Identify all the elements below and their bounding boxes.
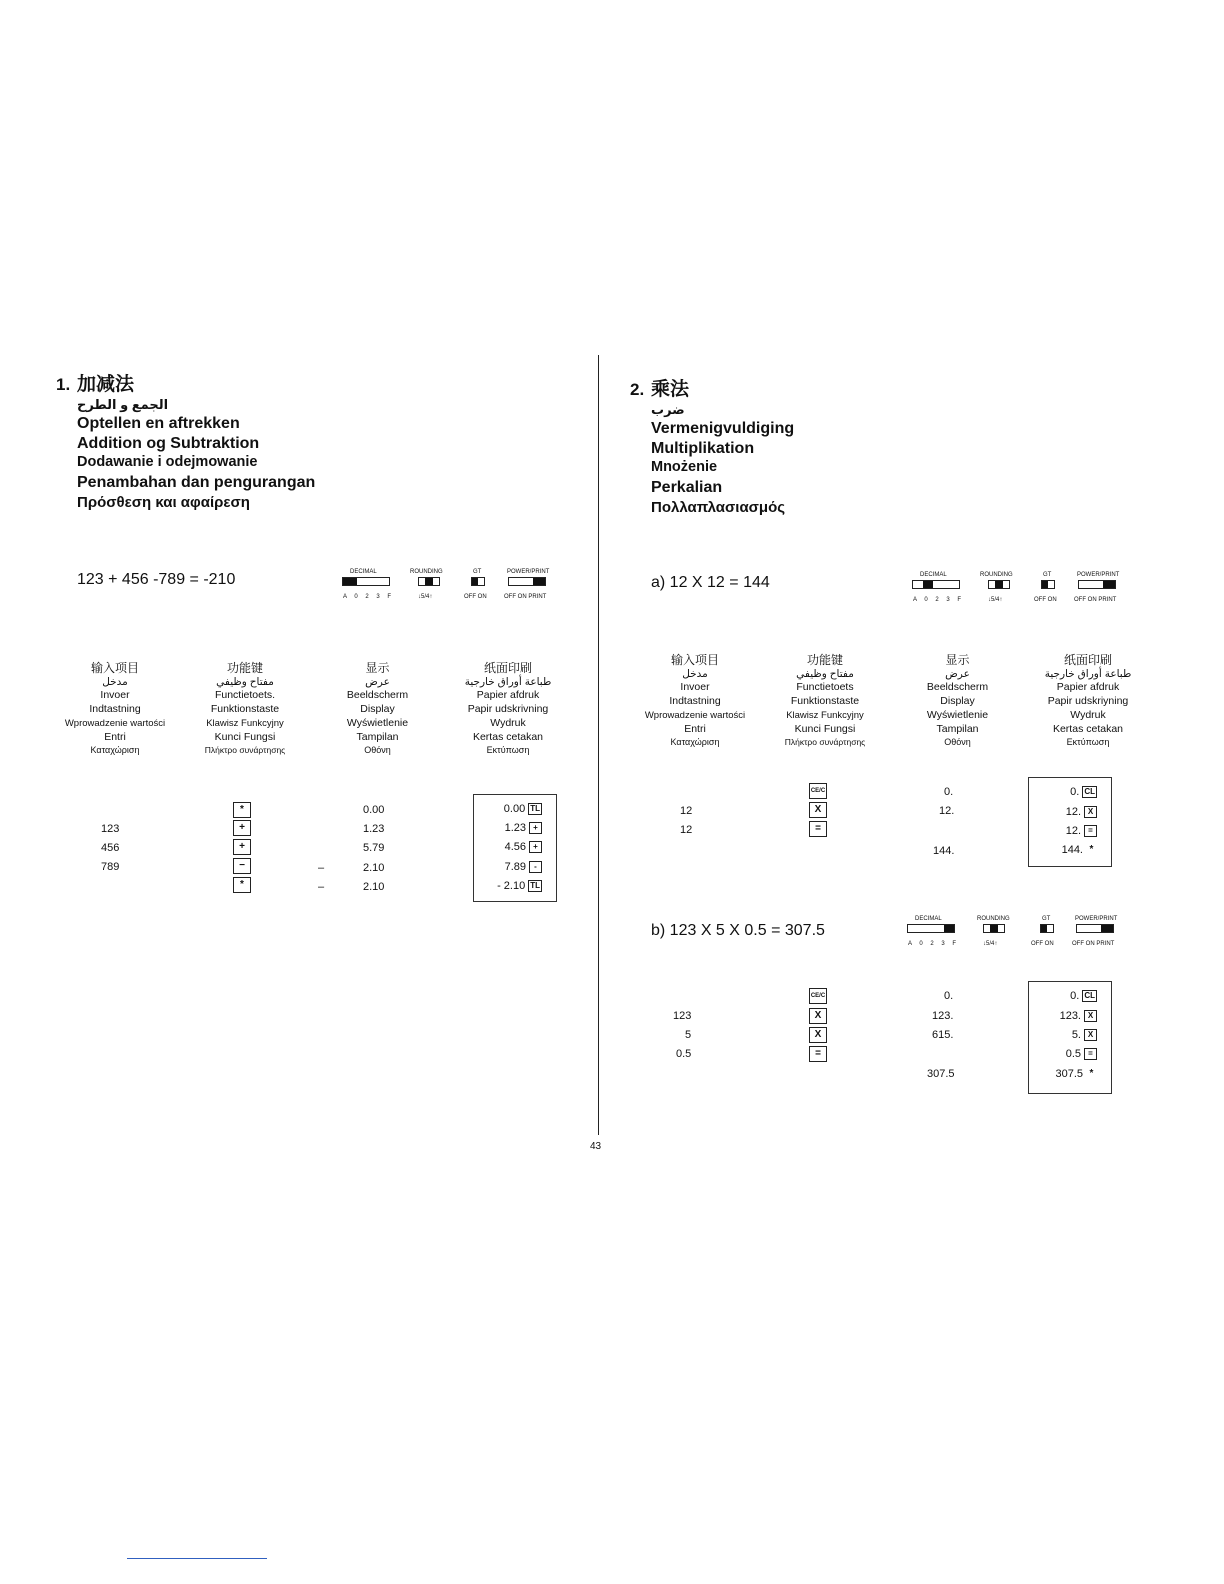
s1-display-sign-4: –: [318, 881, 325, 893]
section2-title-zh: 乘法: [651, 379, 690, 400]
power-label: POWER/PRINT: [1075, 916, 1118, 922]
section2-header-print: 纸面印刷 طباعة أوراق خارجية Papier afdruk Papir udskriyning Wydruk Kertas cetakan Εκτύπωση: [1044, 653, 1132, 748]
a-display-1: 12.: [939, 805, 955, 817]
section1-title-id: Penambahan dan pengurangan: [77, 473, 316, 491]
b-tape-row-1: 123. X: [1060, 1010, 1097, 1022]
b-tape-row-2: 5. X: [1072, 1029, 1097, 1041]
section1-header-print: 纸面印刷 طباعة أوراق خارجية Papier afdruk Papir udskrivning Wydruk Kertas cetakan Εκτύπωση: [464, 661, 552, 756]
decimal-marks: A 0 2 3 F: [343, 594, 395, 600]
section1-title-el: Πρόσθεση και αφαίρεση: [77, 493, 250, 511]
a-print-tape: [1028, 777, 1112, 867]
b-key-3[interactable]: =: [809, 1046, 827, 1062]
footer-rule: [127, 1558, 267, 1559]
section2-number: 2.: [630, 380, 645, 399]
b-tape-row-4: 307.5 *: [1055, 1068, 1094, 1080]
section1-title-zh: 加减法: [77, 374, 135, 395]
section1-title-ar: الجمع و الطرح: [77, 396, 169, 412]
s1-key-1[interactable]: +: [233, 820, 251, 836]
rounding-label: ROUNDING: [977, 916, 1010, 922]
switch-panel-1: [340, 569, 570, 605]
rounding-switch[interactable]: [418, 577, 440, 586]
page-divider: [598, 355, 599, 1135]
switch-panel-2b: [905, 916, 1135, 952]
gt-marks: OFF ON: [1034, 597, 1057, 603]
rounding-marks: ↓5/4↑: [988, 597, 1003, 603]
section1-equation: 123 + 456 -789 = -210: [77, 571, 236, 588]
section2-header-display: 显示 عرض Beeldscherm Display Wyświetlenie Tampilan Οθόνη: [926, 653, 989, 748]
a-display-3: 144.: [933, 845, 955, 857]
section2-title-nl: Vermenigvuldiging: [651, 420, 795, 438]
section1-titles: [77, 375, 315, 512]
section2-title-ar: ضرب: [651, 401, 685, 417]
gt-label: GT: [1042, 916, 1051, 922]
b-key-1[interactable]: X: [809, 1008, 827, 1024]
s1-key-3[interactable]: −: [233, 858, 251, 874]
s1-display-sign-3: –: [318, 862, 325, 874]
section2-title-da: Multiplikation: [651, 439, 755, 457]
a-key-2[interactable]: =: [809, 821, 827, 837]
s1-display-3: 2.10: [363, 862, 385, 874]
s1-tape-row-0: 0.00 TL: [503, 803, 540, 815]
power-marks: OFF ON PRINT: [1072, 941, 1115, 947]
s1-key-2[interactable]: +: [233, 839, 251, 855]
section1-header-display: 显示 عرض Beeldscherm Display Wyświetlenie Tampilan Οθόνη: [346, 661, 409, 756]
power-marks: OFF ON PRINT: [504, 594, 547, 600]
a-tape-row-1: 12. X: [1066, 806, 1097, 818]
rounding-label: ROUNDING: [410, 569, 443, 575]
page-number: 43: [590, 1141, 602, 1152]
gt-marks: OFF ON: [464, 594, 487, 600]
b-key-2[interactable]: X: [809, 1027, 827, 1043]
section2-header-entry: 输入项目 مدخل Invoer Indtastning Wprowadzenie wartości Entri Καταχώριση: [644, 653, 746, 748]
decimal-marks: A 0 2 3 F: [913, 597, 965, 603]
section2-title-el: Πολλαπλασιασμός: [651, 498, 786, 516]
s1-print-tape: [473, 794, 557, 902]
rounding-switch[interactable]: [983, 924, 1005, 933]
s1-display-2: 5.79: [363, 842, 385, 854]
a-key-0[interactable]: CE/C: [809, 783, 827, 799]
power-label: POWER/PRINT: [507, 569, 550, 575]
rounding-switch[interactable]: [988, 580, 1010, 589]
gt-switch[interactable]: [1040, 924, 1054, 933]
rounding-marks: ↓5/4↑: [983, 941, 998, 947]
power-label: POWER/PRINT: [1077, 572, 1120, 578]
a-tape-row-3: 144. *: [1061, 844, 1094, 856]
s1-display-1: 1.23: [363, 823, 385, 835]
decimal-switch[interactable]: [907, 924, 955, 933]
gt-label: GT: [473, 569, 482, 575]
power-switch[interactable]: [1078, 580, 1116, 589]
example-b-equation: b) 123 X 5 X 0.5 = 307.5: [651, 922, 825, 939]
b-entry-1: 123: [673, 1010, 692, 1022]
section2-title-id: Perkalian: [651, 478, 723, 496]
s1-display-0: 0.00: [363, 804, 385, 816]
a-entry-2: 12: [680, 824, 693, 836]
b-display-2: 615.: [932, 1029, 954, 1041]
section2-title-pl: Mnożenie: [651, 459, 718, 476]
rounding-label: ROUNDING: [980, 572, 1013, 578]
s1-key-4[interactable]: *: [233, 877, 251, 893]
gt-switch[interactable]: [471, 577, 485, 586]
b-tape-row-3: 0.5 =: [1066, 1048, 1097, 1060]
b-key-0[interactable]: CE/C: [809, 988, 827, 1004]
s1-display-4: 2.10: [363, 881, 385, 893]
gt-label: GT: [1043, 572, 1052, 578]
switch-panel-2a: [910, 572, 1140, 608]
b-display-4: 307.5: [927, 1068, 955, 1080]
decimal-marks: A 0 2 3 F: [908, 941, 960, 947]
a-tape-row-0: 0. CL: [1070, 786, 1095, 798]
gt-marks: OFF ON: [1031, 941, 1054, 947]
gt-switch[interactable]: [1041, 580, 1055, 589]
a-key-1[interactable]: X: [809, 802, 827, 818]
s1-tape-row-1: 1.23 +: [505, 822, 542, 834]
power-marks: OFF ON PRINT: [1074, 597, 1117, 603]
a-tape-row-2: 12. =: [1066, 825, 1097, 837]
s1-entry-1: 123: [101, 823, 120, 835]
section1-number: 1.: [56, 375, 71, 394]
decimal-label: DECIMAL: [350, 569, 377, 575]
b-entry-2: 5: [685, 1029, 692, 1041]
a-entry-1: 12: [680, 805, 693, 817]
s1-tape-row-2: 4.56 +: [505, 841, 542, 853]
a-display-0: 0.: [944, 786, 954, 798]
power-switch[interactable]: [1076, 924, 1114, 933]
section2-titles: [651, 380, 794, 517]
b-entry-3: 0.5: [676, 1048, 692, 1060]
s1-key-0[interactable]: *: [233, 802, 251, 818]
s1-tape-row-4: - 2.10 TL: [497, 880, 540, 892]
section1-header-function-key: 功能键 مفتاح وظيفي Functietoets. Funktionstaste Klawisz Funkcyjny Kunci Fungsi Πλήκτρο συνάρτησης: [204, 661, 286, 756]
b-display-1: 123.: [932, 1010, 954, 1022]
s1-tape-row-3: 7.89 -: [505, 861, 542, 873]
decimal-switch[interactable]: [912, 580, 960, 589]
section1-title-nl: Optellen en aftrekken: [77, 415, 240, 433]
section2-header-function-key: 功能键 مفتاح وظيفي Functietoets Funktionstaste Klawisz Funkcyjny Kunci Fungsi Πλήκτρο συνάρτησης: [784, 653, 866, 748]
example-a-equation: a) 12 X 12 = 144: [651, 574, 770, 591]
decimal-label: DECIMAL: [915, 916, 942, 922]
section1-header-entry: 输入项目 مدخل Invoer Indtastning Wprowadzenie wartości Entri Καταχώριση: [64, 661, 166, 756]
decimal-switch[interactable]: [342, 577, 390, 586]
power-switch[interactable]: [508, 577, 546, 586]
s1-entry-3: 789: [101, 861, 120, 873]
b-display-0: 0.: [944, 990, 954, 1002]
b-tape-row-0: 0. CL: [1070, 990, 1095, 1002]
section1-title-pl: Dodawanie i odejmowanie: [77, 454, 258, 471]
rounding-marks: ↓5/4↑: [418, 594, 433, 600]
s1-entry-2: 456: [101, 842, 120, 854]
b-print-tape: [1028, 981, 1112, 1094]
section1-title-da: Addition og Subtraktion: [77, 434, 260, 452]
decimal-label: DECIMAL: [920, 572, 947, 578]
